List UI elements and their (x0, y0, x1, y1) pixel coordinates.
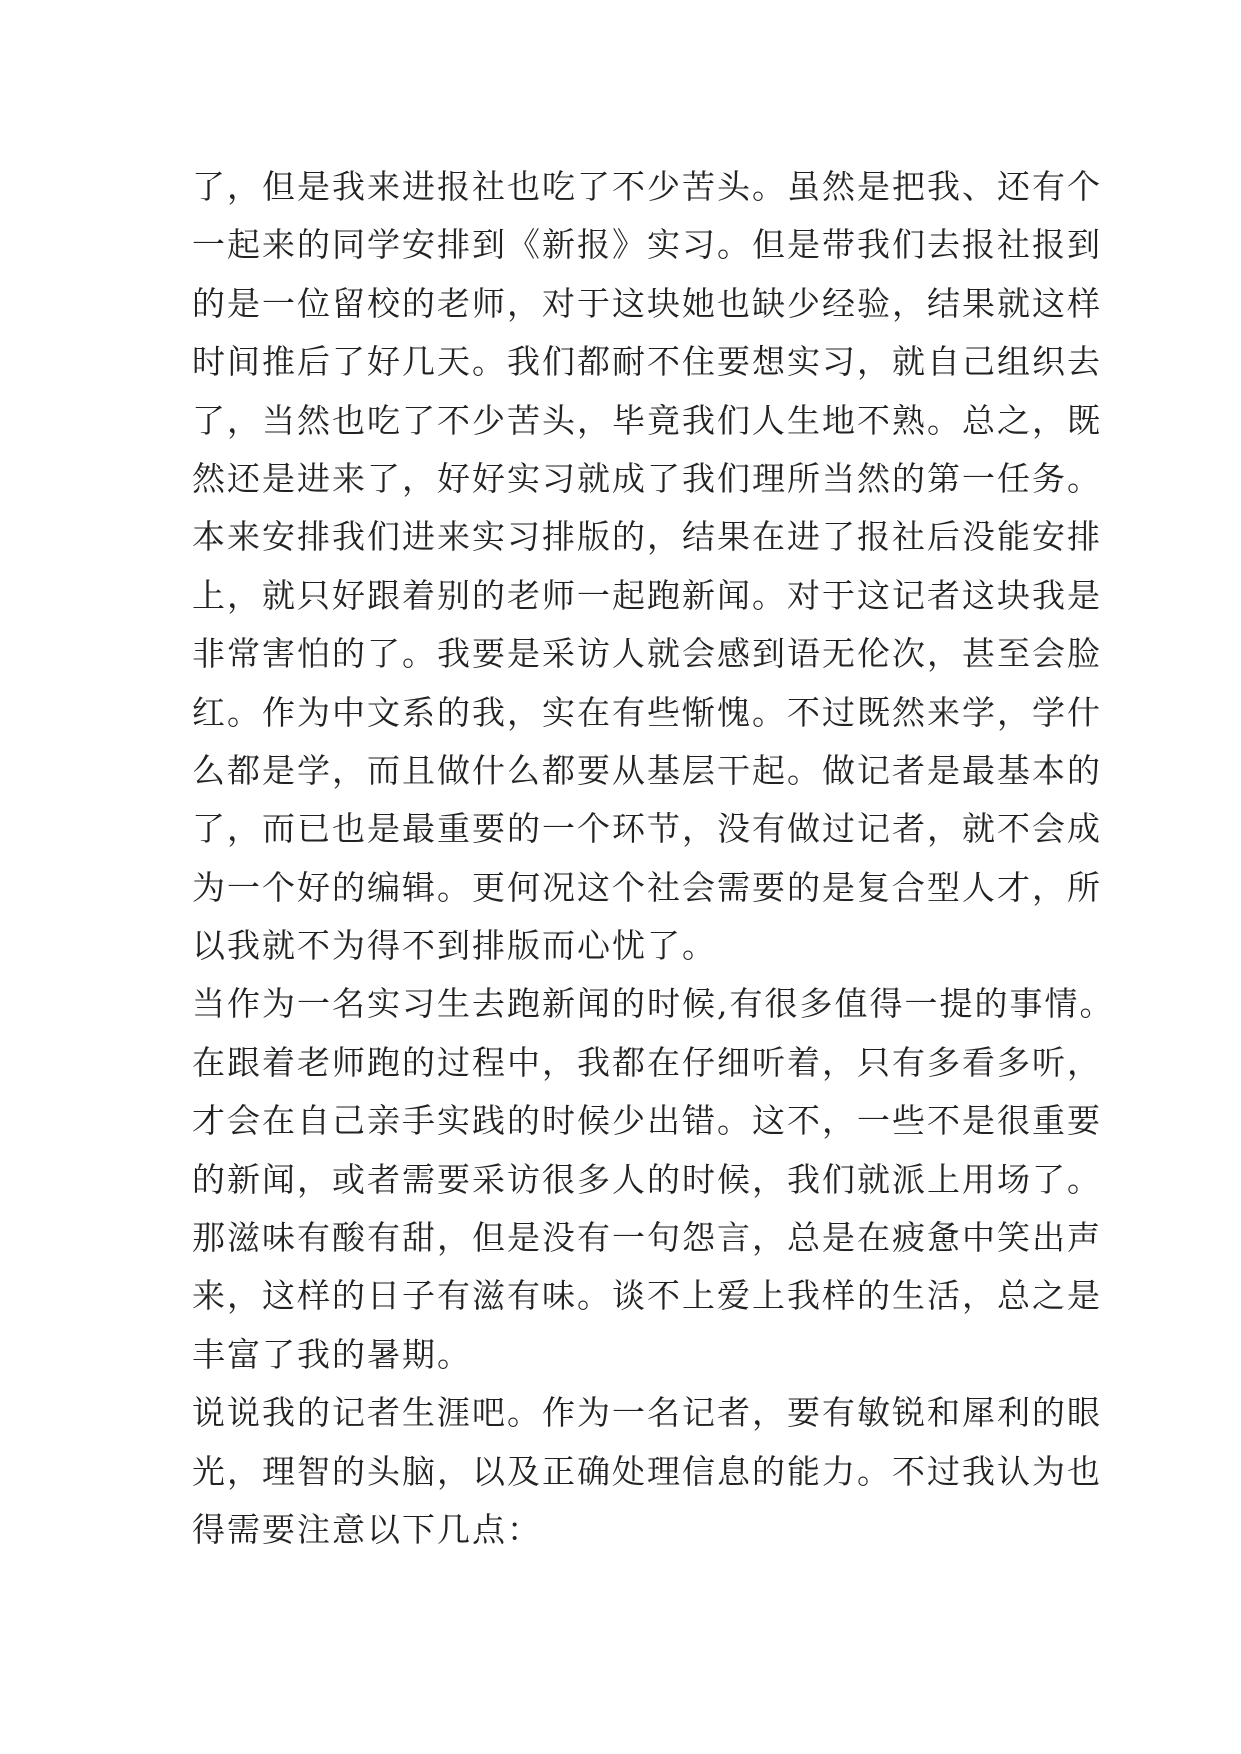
text-line: 当作为一名实习生去跑新闻的时候,有很多值得一提的事情。 (192, 984, 1115, 1024)
text-line: 的是一位留校的老师，对于这块她也缺少经验，结果就这样 (192, 283, 1102, 323)
text-line: 么都是学，而且做什么都要从基层干起。做记者是最基本的 (192, 750, 1102, 790)
text-line: 来，这样的日子有滋有味。谈不上爱上我样的生活，总之是 (192, 1276, 1102, 1316)
text-line: 为一个好的编辑。更何况这个社会需要的是复合型人才，所 (192, 867, 1102, 907)
text-line: 红。作为中文系的我，实在有些惭愧。不过既然来学，学什 (192, 692, 1102, 732)
text-line: 才会在自己亲手实践的时候少出错。这不，一些不是很重要 (192, 1101, 1102, 1141)
document-body (192, 158, 1115, 1559)
text-line: 得需要注意以下几点： (192, 1509, 542, 1549)
text-line: 说说我的记者生涯吧。作为一名记者，要有敏锐和犀利的眼 (192, 1393, 1102, 1433)
text-line: 然还是进来了，好好实习就成了我们理所当然的第一任务。 (192, 458, 1102, 498)
text-line: 在跟着老师跑的过程中，我都在仔细听着，只有多看多听， (192, 1042, 1102, 1082)
text-line: 一起来的同学安排到《新报》实习。但是带我们去报社报到 (192, 225, 1102, 265)
text-line: 那滋味有酸有甜，但是没有一句怨言，总是在疲惫中笑出声 (192, 1218, 1102, 1258)
text-line: 非常害怕的了。我要是采访人就会感到语无伦次，甚至会脸 (192, 634, 1102, 674)
text-line: 上，就只好跟着别的老师一起跑新闻。对于这记者这块我是 (192, 575, 1102, 615)
text-line: 以我就不为得不到排版而心忧了。 (192, 926, 717, 966)
text-line: 本来安排我们进来实习排版的，结果在进了报社后没能安排 (192, 517, 1102, 557)
text-line: 光，理智的头脑，以及正确处理信息的能力。不过我认为也 (192, 1451, 1102, 1491)
text-line: 丰富了我的暑期。 (192, 1334, 472, 1374)
text-line: 了，当然也吃了不少苦头，毕竟我们人生地不熟。总之，既 (192, 400, 1102, 440)
text-line: 了，但是我来进报社也吃了不少苦头。虽然是把我、还有个 (192, 167, 1102, 206)
text-line: 了，而已也是最重要的一个环节，没有做过记者，就不会成 (192, 809, 1102, 849)
text-line: 的新闻，或者需要采访很多人的时候，我们就派上用场了。 (192, 1159, 1102, 1199)
text-line: 时间推后了好几天。我们都耐不住要想实习，就自己组织去 (192, 342, 1102, 382)
